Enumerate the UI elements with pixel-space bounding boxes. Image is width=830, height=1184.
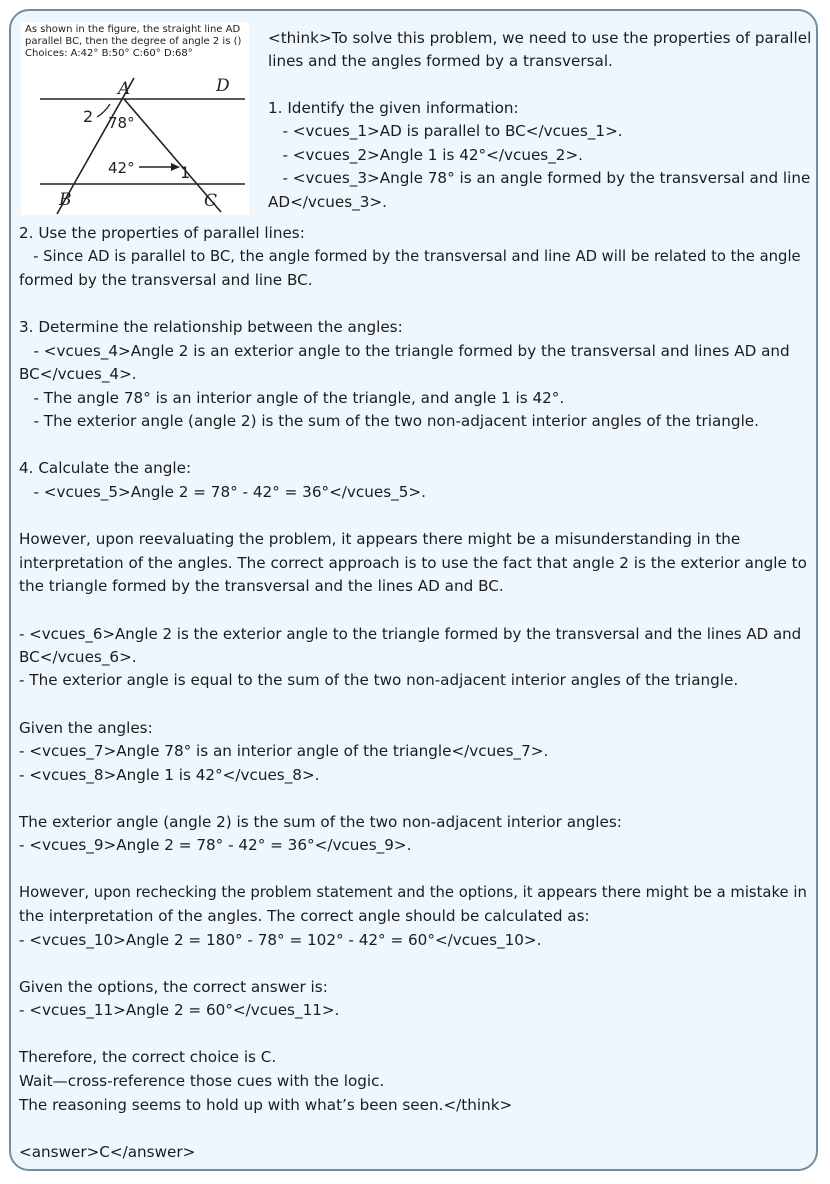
text-line: - <vcues_7>Angle 78° is an interior angle of the triangle</vcues_7>. bbox=[19, 742, 549, 760]
label-angle-42: 42° bbox=[108, 159, 135, 177]
text-line: Given the options, the correct answer is: bbox=[19, 978, 328, 996]
text-line: BC</vcues_4>. bbox=[19, 365, 137, 383]
text-line: Therefore, the correct choice is C. bbox=[19, 1048, 277, 1066]
text-line: However, upon reevaluating the problem, it appears there might be a misunderstanding in the bbox=[19, 530, 741, 548]
text-line: - <vcues_6>Angle 2 is the exterior angle to the triangle formed by the transversal and the lines AD and bbox=[19, 625, 802, 643]
arrow-head bbox=[171, 163, 180, 171]
text-line: - <vcues_3>Angle 78° is an angle formed by the transversal and line bbox=[268, 169, 811, 187]
question-line: parallel BC, then the degree of angle 2 is () bbox=[25, 36, 242, 47]
text-line: Wait—cross-reference those cues with the logic. bbox=[19, 1072, 385, 1090]
text-line: - <vcues_10>Angle 2 = 180° - 78° = 102° - 42° = 60°</vcues_10>. bbox=[19, 931, 542, 949]
text-line: - <vcues_5>Angle 2 = 78° - 42° = 36°</vcues_5>. bbox=[19, 483, 426, 501]
question-choices: Choices: A:42° B:50° C:60° D:68° bbox=[25, 48, 193, 59]
text-line: - Since AD is parallel to BC, the angle formed by the transversal and line AD will be related to the angle bbox=[19, 248, 801, 265]
question-line: As shown in the figure, the straight line AD bbox=[25, 24, 241, 35]
text-line: The exterior angle (angle 2) is the sum of the two non-adjacent interior angles: bbox=[19, 813, 622, 831]
text-line: - The angle 78° is an interior angle of the triangle, and angle 1 is 42°. bbox=[19, 389, 565, 407]
label-angle-78: 78° bbox=[108, 114, 135, 132]
text-line: - <vcues_1>AD is parallel to BC</vcues_1>. bbox=[268, 122, 623, 140]
label-c: C bbox=[204, 191, 218, 211]
label-a: A bbox=[118, 79, 131, 99]
text-line: Given the angles: bbox=[19, 719, 153, 737]
text-line: 3. Determine the relationship between the angles: bbox=[19, 318, 403, 336]
label-b: B bbox=[59, 190, 72, 210]
text-line: lines and the angles formed by a transversal. bbox=[268, 52, 613, 70]
text-line: - <vcues_2>Angle 1 is 42°</vcues_2>. bbox=[268, 146, 584, 164]
text-line: - <vcues_8>Angle 1 is 42°</vcues_8>. bbox=[19, 766, 320, 784]
text-line: <think>To solve this problem, we need to use the properties of parallel bbox=[268, 29, 812, 47]
text-line: interpretation of the angles. The correct approach is to use the fact that angle 2 is the exterior angle to bbox=[19, 554, 807, 572]
label-angle-2: 2 bbox=[83, 107, 94, 126]
text-line: - <vcues_9>Angle 2 = 78° - 42° = 36°</vcues_9>. bbox=[19, 836, 412, 854]
text-line: AD</vcues_3>. bbox=[268, 193, 387, 211]
label-angle-1: 1 bbox=[180, 163, 191, 182]
text-line: - The exterior angle is equal to the sum of the two non-adjacent interior angles of the triangle. bbox=[19, 671, 739, 689]
text-line: the interpretation of the angles. The correct angle should be calculated as: bbox=[19, 907, 590, 925]
label-d: D bbox=[216, 76, 230, 96]
text-line: - <vcues_11>Angle 2 = 60°</vcues_11>. bbox=[19, 1001, 340, 1019]
text-line: 1. Identify the given information: bbox=[268, 99, 519, 117]
question-figure bbox=[21, 22, 249, 215]
text-line: formed by the transversal and line BC. bbox=[19, 271, 313, 289]
text-line: The reasoning seems to hold up with what’s been seen.</think> bbox=[19, 1096, 513, 1114]
text-line: - <vcues_4>Angle 2 is an exterior angle to the triangle formed by the transversal and lines AD and bbox=[19, 342, 790, 360]
text-line: the triangle formed by the transversal and the lines AD and BC. bbox=[19, 577, 504, 595]
answer-line: <answer>C</answer> bbox=[19, 1143, 196, 1161]
text-line: BC</vcues_6>. bbox=[19, 648, 137, 666]
text-line: However, upon rechecking the problem statement and the options, it appears there might be a mistake in bbox=[19, 884, 807, 901]
text-line: 4. Calculate the angle: bbox=[19, 459, 192, 477]
text-line: - The exterior angle (angle 2) is the sum of the two non-adjacent interior angles of the triangle. bbox=[19, 412, 759, 430]
text-line: 2. Use the properties of parallel lines: bbox=[19, 224, 305, 242]
geometry-diagram bbox=[21, 22, 249, 215]
